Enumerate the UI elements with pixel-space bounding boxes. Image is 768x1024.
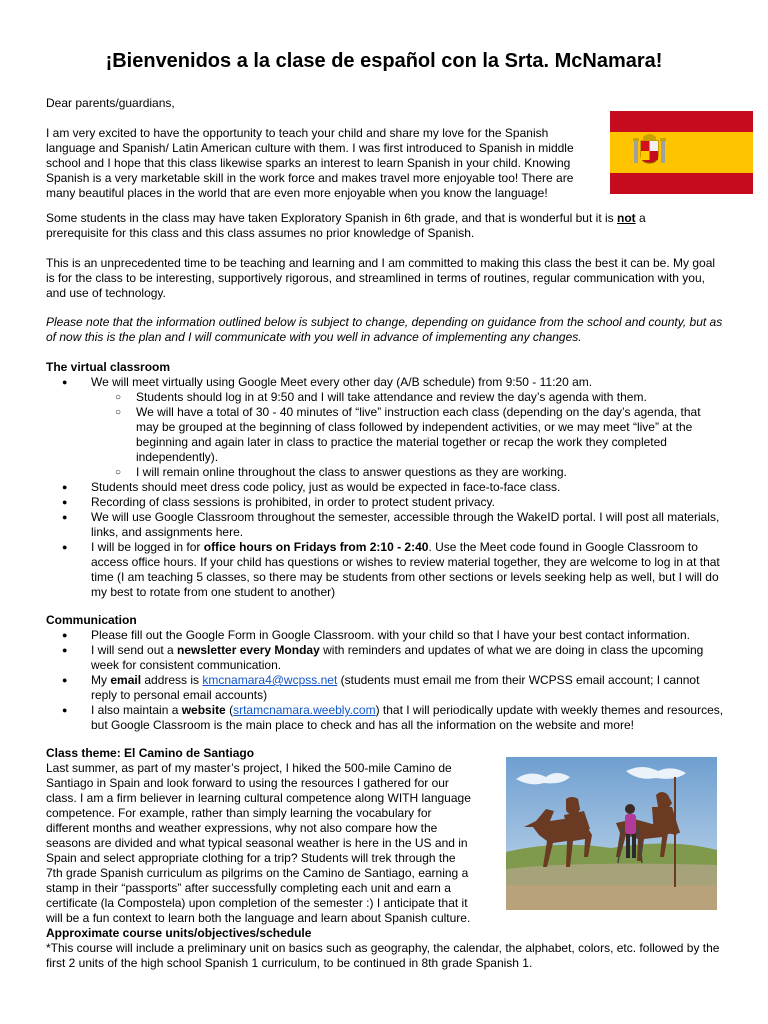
communication-heading: Communication (46, 613, 137, 627)
sub-list-item: ○ Students should log in at 9:50 and I will take attendance and review the day’s agenda with them. (91, 390, 726, 405)
list-item: ● Please fill out the Google Form in Google Classroom. with your child so that I have your best contact information. (46, 628, 726, 643)
units-paragraph: *This course will include a preliminary unit on basics such as geography, the calendar, the alphabet, colors, etc. followed by the first 2 units of the high school Spanish 1 curriculum, to be continued in 8th grade Spanish 1. (46, 941, 720, 970)
office-text: I will be logged in for (91, 540, 204, 554)
website-text-end: ) that I will periodically update with weekly themes and resources, but Google Classroom is the main place to check and has all the information on the website and more! (91, 703, 724, 732)
intro-line: I am very excited to have the opportunity to teach your child and share my love for the Spanish (46, 126, 549, 140)
newsletter-text-end: with reminders and updates of what we are doing in class the upcoming week for consistent communication. (91, 643, 704, 672)
newsletter-text: I will send out a (91, 643, 178, 657)
website-bold: website (181, 703, 226, 717)
intro-line: Spanish is a very marketable skill in the work force and makes travel more enjoyable too! There are (46, 171, 574, 185)
sub-list-item: ○ We will have a total of 30 - 40 minutes of “live” instruction each class (depending on the day’s agenda, that may be grouped at the beginning of class followed by independent activities, or we may meet “live” at the beginning and again later in class to practice the material together or recap the work they completed independently). (91, 405, 726, 465)
email-link[interactable]: kmcnamara4@wcpss.net (202, 673, 338, 687)
list-item (46, 643, 726, 673)
list-item (46, 703, 726, 733)
prereq-line-1 (46, 211, 736, 226)
notice-paragraph: Please note that the information outlined below is subject to change, depending on guidance from the school and county, but as of now this is the plan and I will communicate with you well in advance of implementing any changes. (46, 315, 723, 344)
unprecedented-paragraph: This is an unprecedented time to be teaching and learning and I am committed to making this class the best it can be. My goal is for the class to be interesting, supportively rigorous, and streamlined in terms of routines, regular communication with you, and use of technology. (46, 256, 716, 300)
communication-list (46, 628, 726, 733)
theme-line: stamp in their “passports” after successfully completing each unit and earn a (46, 881, 451, 895)
theme-line: 7th grade Spanish curriculum as pilgrims on the Camino de Santiago, earning a (46, 866, 469, 880)
list-item: ● Recording of class sessions is prohibited, in order to protect student privacy. (46, 495, 726, 510)
list-item (46, 673, 726, 703)
website-text: I also maintain a (91, 703, 182, 717)
intro-paragraph (46, 126, 606, 201)
virtual-classroom-list (46, 375, 726, 600)
list-item (46, 540, 726, 600)
theme-line: certificate (la Compostela) upon completion of the semester :) I anticipate that it (46, 896, 468, 910)
virtual-classroom-heading: The virtual classroom (46, 360, 171, 374)
coat-of-arms-icon (633, 134, 666, 163)
theme-line: competence. For example, rather than simply learning the vocabulary for (46, 806, 432, 820)
prereq-text: Some students in the class may have taken Exploratory Spanish in 6th grade, and that is wonderful but it is (46, 211, 617, 225)
office-text-end: . Use the Meet code found in Google Classroom to access office hours. If your child has questions or wishes to review material together, they are welcome to log in at that time (I am teaching 5 classes, so there may be students from other sections or levels seeking help as well, but I will do my best to rotate from one student to another) (91, 540, 720, 599)
theme-line: will be a fun context to learn both the language and learn about Spanish culture. (46, 911, 471, 925)
website-paren: ( (225, 703, 234, 717)
prereq-emphasis: not (616, 211, 636, 225)
theme-line: Last summer, as part of my master’s project, I hiked the 500-mile Camino de (46, 761, 452, 775)
page-title: ¡Bienvenidos a la clase de español con la Srta. McNamara! (105, 50, 663, 72)
email-bold: email (110, 673, 142, 687)
intro-line: language and Spanish/ Latin American culture with them. I was first introduced to Spanish in middle (46, 141, 574, 155)
communication-section (46, 613, 726, 733)
intro-line: many beautiful places in the world that are even more enjoyable when you know the language! (46, 186, 548, 200)
list-item: ● We will use Google Classroom throughout the semester, accessible through the WakeID portal. I will post all materials, links, and assignments here. (46, 510, 726, 540)
list-item (46, 375, 726, 480)
camino-photo-image (506, 757, 717, 910)
email-text-end: (students must email me from their WCPSS email account; I cannot reply to personal email accounts) (91, 673, 700, 702)
spain-flag-image (610, 111, 753, 194)
theme-line: different months and weather expressions, why not also compare how the (46, 821, 438, 835)
list-item: ● Students should meet dress code policy, just as would be expected in face-to-face class. (46, 480, 726, 495)
website-link[interactable]: srtamcnamara.weebly.com (233, 703, 376, 717)
units-section (46, 926, 726, 971)
units-heading: Approximate course units/objectives/schedule (46, 926, 312, 940)
class-theme-section (46, 746, 496, 926)
email-text: My (91, 673, 111, 687)
theme-line: class. I am a firm believer in learning cultural competence along WITH language (46, 791, 471, 805)
theme-line: Spain and select appropriate clothing for a trip? Students will trek through the (46, 851, 456, 865)
theme-line: Santiago in Spain and look forward to using the resources I gathered for our (46, 776, 449, 790)
prereq-line-2: prerequisite for this class and this class assumes no prior knowledge of Spanish. (46, 226, 475, 240)
class-theme-heading: Class theme: El Camino de Santiago (46, 746, 255, 760)
greeting: Dear parents/guardians, (46, 96, 175, 110)
office-hours-bold: office hours on Fridays from 2:10 - 2:40 (203, 540, 429, 554)
meet-text: We will meet virtually using Google Meet every other day (A/B schedule) from 9:50 - 11:20 am. (91, 375, 593, 389)
intro-line: school and I hope that this class likewise sparks an interest to learn Spanish in your child. Knowing (46, 156, 571, 170)
theme-line: seasons are divided and what typical seasonal weather is here in the US and in (46, 836, 468, 850)
email-text-mid: address is (141, 673, 203, 687)
newsletter-bold: newsletter every Monday (177, 643, 320, 657)
sub-list-item: ○ I will remain online throughout the class to answer questions as they are working. (91, 465, 726, 480)
virtual-classroom-section (46, 360, 726, 600)
prereq-paragraph (46, 211, 736, 241)
meet-sublist (91, 390, 726, 480)
prereq-text-end: a (635, 211, 646, 225)
